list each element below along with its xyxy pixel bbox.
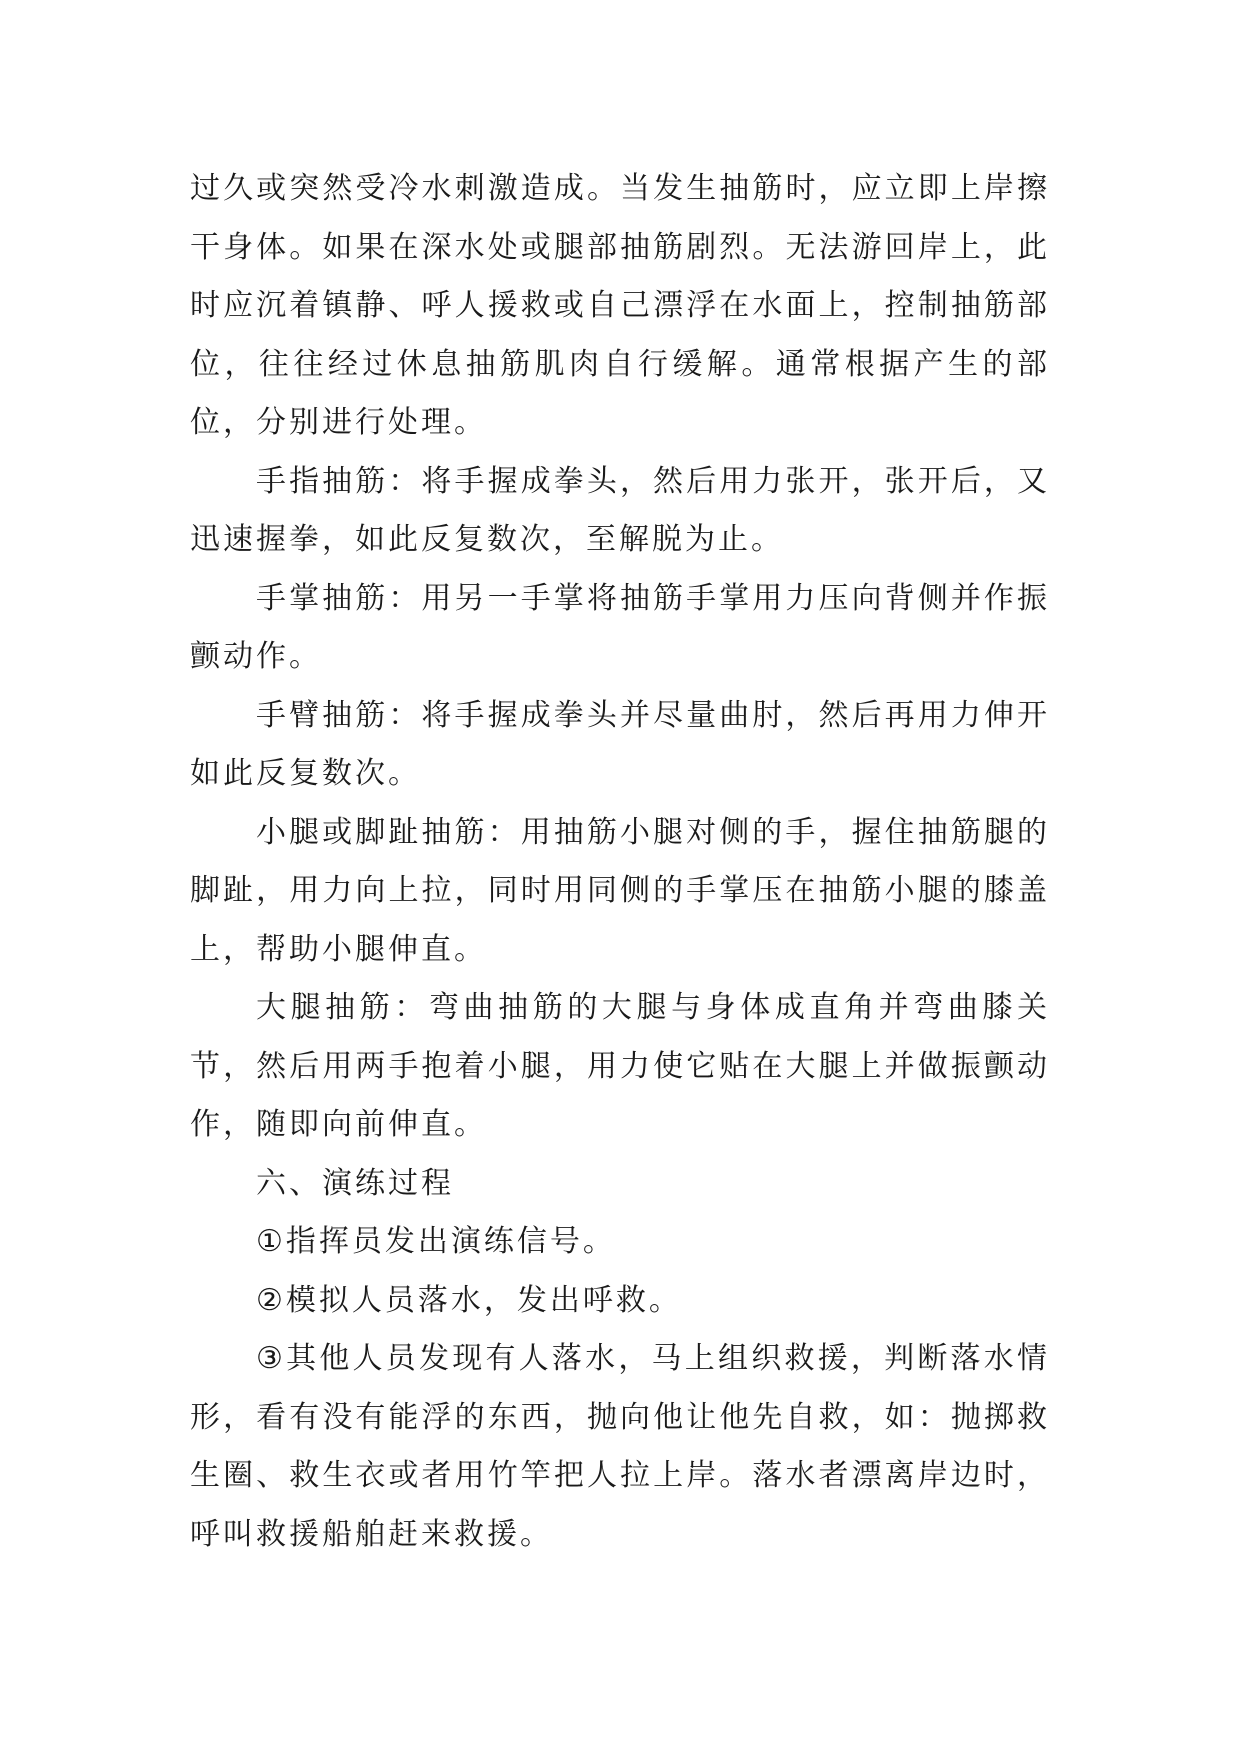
- paragraph-finger-cramp: 手指抽筋：将手握成拳头，然后用力张开，张开后，又迅速握拳，如此反复数次，至解脱为止。: [190, 463, 1050, 557]
- paragraph-continuation: 过久或突然受冷水刺激造成。当发生抽筋时，应立即上岸擦干身体。如果在深水处或腿部抽筋剧烈。无法游回岸上，此时应沉着镇静、呼人援救或自己漂浮在水面上，控制抽筋部位，往往经过休息抽筋肌肉自行缓解。通常根据产生的部位，分别进行处理。: [190, 171, 1050, 440]
- paragraph-arm-cramp: 手臂抽筋：将手握成拳头并尽量曲肘，然后再用力伸开如此反复数次。: [190, 697, 1050, 791]
- document-body: [190, 160, 1050, 1564]
- step-2: ②模拟人员落水，发出呼救。: [256, 1282, 682, 1318]
- paragraph-thigh-cramp: 大腿抽筋：弯曲抽筋的大腿与身体成直角并弯曲膝关节，然后用两手抱着小腿，用力使它贴在大腿上并做振颤动作，随即向前伸直。: [190, 990, 1050, 1142]
- step-1: ①指挥员发出演练信号。: [256, 1224, 616, 1259]
- paragraph-palm-cramp: 手掌抽筋：用另一手掌将抽筋手掌用力压向背侧并作振颤动作。: [190, 580, 1050, 674]
- paragraph-calf-toe-cramp: 小腿或脚趾抽筋：用抽筋小腿对侧的手，握住抽筋腿的脚趾，用力向上拉，同时用同侧的手掌压在抽筋小腿的膝盖上，帮助小腿伸直。: [190, 814, 1050, 967]
- step-3: ③其他人员发现有人落水，马上组织救援，判断落水情形，看有没有能浮的东西，抛向他让他先自救，如：抛掷救生圈、救生衣或者用竹竿把人拉上岸。落水者漂离岸边时，呼叫救援船舶赶来救援。: [190, 1341, 1050, 1552]
- section-heading-drill-process: 六、演练过程: [256, 1165, 454, 1201]
